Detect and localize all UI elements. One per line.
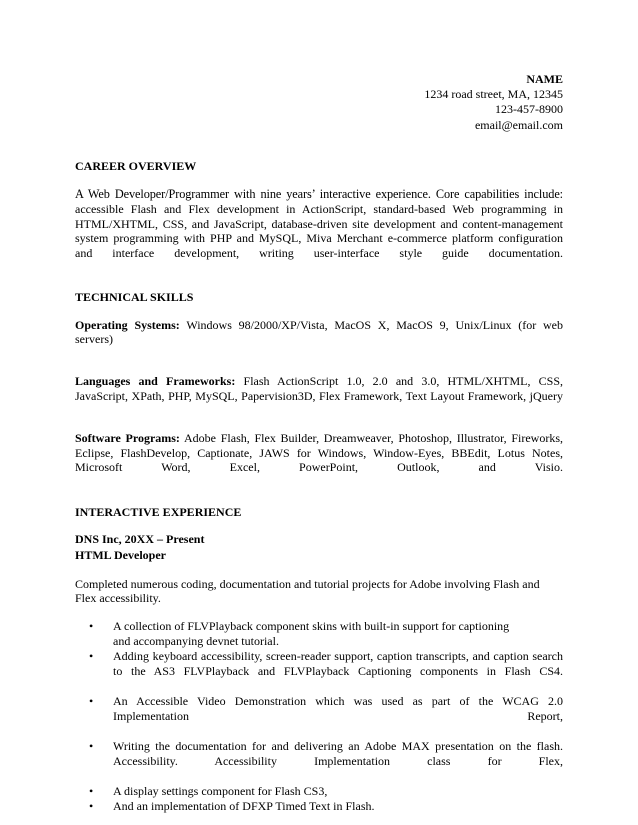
bullet-text: And an implementation of DFXP Timed Text in Flash.: [113, 798, 375, 813]
skill-languages-frameworks: [75, 374, 563, 418]
technical-skills-heading: TECHNICAL SKILLS: [75, 289, 194, 304]
contact-block: [75, 72, 563, 133]
bullet-dot: •: [89, 738, 94, 753]
skill-text: Adobe Flash, Flex Builder, Dreamweaver, Photoshop, Illustrator, Fireworks, Eclipse, FlashDevelop, Captionate, JAWS for Windows, Window-Eyes, BBEdit, Lotus Notes, Microsoft Word, Excel, PowerPoint, Outlook, and Visio.: [75, 431, 563, 475]
job-company: DNS Inc, 20XX – Present: [75, 532, 205, 547]
candidate-name: NAME: [526, 72, 563, 86]
list-item: [75, 739, 563, 784]
job-summary: Completed numerous coding, documentation and tutorial projects for Adobe involving Flash and Flex accessibility.: [75, 576, 540, 606]
list-item: [75, 694, 563, 739]
address: 1234 road street, MA, 12345: [424, 87, 563, 102]
bullet-text: A collection of FLVPlayback component skins with built-in support for captioning and accompanying devnet tutorial.: [113, 618, 510, 648]
job-role: HTML Developer: [75, 547, 166, 562]
phone: 123-457-8900: [495, 102, 563, 117]
bullet-dot: •: [89, 618, 94, 633]
experience-heading: INTERACTIVE EXPERIENCE: [75, 504, 242, 519]
skill-software-programs: [75, 431, 563, 489]
bullet-text: Adding keyboard accessibility, screen-reader support, caption transcripts, and caption search to the AS3 FLVPlayback and FLVPlayback Captioning components in Flash CS4.: [113, 648, 563, 678]
list-item: [75, 799, 563, 814]
bullet-dot: •: [89, 798, 94, 813]
list-item: [75, 619, 563, 649]
skill-label: Software Programs:: [75, 431, 180, 446]
skill-label: Operating Systems:: [75, 317, 180, 332]
bullet-text: A display settings component for Flash CS3,: [113, 783, 328, 798]
job-bullets: [75, 619, 563, 814]
skill-text: Windows 98/2000/XP/Vista, MacOS X, MacOS 9, Unix/Linux (for web servers): [75, 317, 563, 347]
bullet-dot: •: [89, 693, 94, 708]
skill-text: Flash ActionScript 1.0, 2.0 and 3.0, HTML/XHTML, CSS, JavaScript, XPath, PHP, MySQL, Papervision3D, Flex Framework, Text Layout Framework, jQuery: [75, 374, 563, 403]
skill-label: Languages and Frameworks:: [75, 374, 236, 389]
list-item: [75, 649, 563, 694]
list-item: [75, 784, 563, 799]
career-overview-heading: CAREER OVERVIEW: [75, 158, 197, 173]
bullet-dot: •: [89, 648, 94, 663]
skill-operating-systems: [75, 318, 563, 362]
career-overview-body: accessible Flash and Flex development in ActionScript, standard-based Web programming in HTML/XHTML, CSS, and JavaScript, database-driven site development and content-management system programming with PHP and MySQL, Miva Merchant e-commerce platform configuration and interface development, writing user-interface style guide documentation.: [75, 202, 563, 260]
resume-page: [75, 72, 563, 814]
career-overview-text: [75, 187, 563, 275]
bullet-dot: •: [89, 783, 94, 798]
bullet-text: An Accessible Video Demonstration which was used as part of the WCAG 2.0 Implementation Report,: [113, 693, 563, 723]
bullet-text: Writing the documentation for and delivering an Adobe MAX presentation on the flash. Accessibility. Accessibility Implementation class for Flex,: [113, 738, 563, 768]
career-overview-lead: A Web Developer/Programmer with nine years’ interactive experience. Core capabilities include:: [75, 187, 563, 202]
email: email@email.com: [474, 117, 563, 132]
